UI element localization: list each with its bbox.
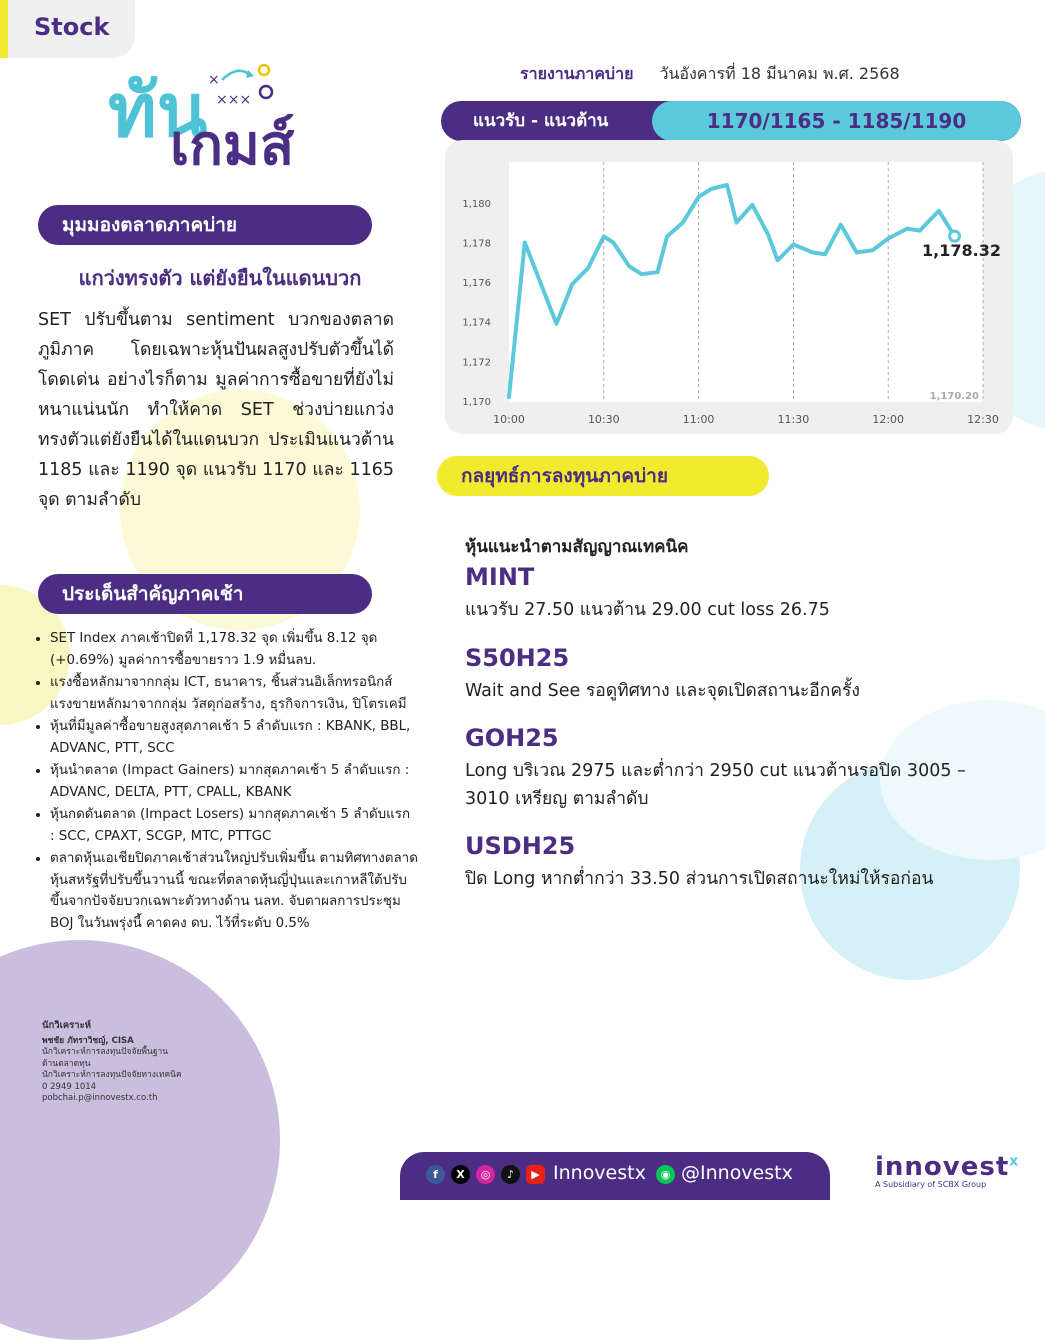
ticker-goh25: GOH25 bbox=[465, 724, 559, 752]
analyst-phone: 0 2949 1014 bbox=[42, 1081, 97, 1092]
brand-subtitle: A Subsidiary of SCBX Group bbox=[875, 1180, 987, 1189]
logo-word-2: เกมส์ bbox=[170, 113, 295, 178]
brand-superscript: x bbox=[1009, 1153, 1020, 1170]
x-tick-label: 10:00 bbox=[493, 413, 525, 426]
x-tick-label: 11:00 bbox=[682, 413, 715, 426]
x-tick-label: 10:30 bbox=[587, 413, 620, 426]
set-index-chart-panel bbox=[445, 140, 1013, 434]
play-arrow-icon bbox=[208, 62, 288, 112]
brand-logo bbox=[875, 1152, 1025, 1189]
tiktok-icon[interactable]: ♪ bbox=[501, 1165, 520, 1184]
market-view-header: มุมมองตลาดภาคบ่าย bbox=[38, 205, 372, 245]
ticker-s50h25: S50H25 bbox=[465, 644, 570, 672]
footer-handle[interactable]: Innovestx bbox=[553, 1162, 646, 1184]
analyst-name: พชชัย ภัทราวิชญ์, CISA bbox=[42, 1035, 134, 1046]
y-tick-label: 1,172 bbox=[462, 357, 491, 369]
youtube-icon[interactable]: ▶ bbox=[526, 1165, 545, 1184]
y-tick-label: 1,174 bbox=[462, 317, 491, 329]
list-item: • แรงซื้อหลักมาจากกลุ่ม ICT, ธนาคาร, ชิ้นส่วนอิเล็กทรอนิกส์ แรงขายหลักมาจากกลุ่ม วัสดุก่อสร้าง, ธุรกิจการเงิน, ปิโตรเคมี bbox=[50, 672, 418, 715]
last-value-label: 1,178.32 bbox=[922, 241, 1001, 261]
strategy-header: กลยุทธ์การลงทุนภาคบ่าย bbox=[437, 456, 769, 496]
decor-blob-purple bbox=[0, 940, 280, 1340]
footer-handle-line[interactable]: @Innovestx bbox=[681, 1162, 793, 1184]
y-tick-label: 1,170 bbox=[462, 397, 491, 408]
analyst-email[interactable]: pobchai.p@innovestx.co.th bbox=[42, 1093, 158, 1103]
footer-social-bar bbox=[400, 1152, 830, 1200]
report-header bbox=[520, 62, 900, 87]
set-index-chart bbox=[445, 140, 1013, 434]
analyst-heading: นักวิเคราะห์ bbox=[42, 1020, 91, 1031]
low-value-label: 1,170.20 bbox=[929, 391, 979, 402]
category-tag-label: Stock bbox=[34, 13, 110, 41]
analyst-role: นักวิเคราะห์การลงทุนปัจจัยพื้นฐาน bbox=[42, 1047, 169, 1057]
ticker-usdh25-note: ปิด Long หากต่ำกว่า 33.50 ส่วนการเปิดสถานะใหม่ให้รอก่อน bbox=[465, 869, 934, 889]
ticker-goh25-note: Long บริเวณ 2975 และต่ำกว่า 2950 cut แนวต้านรอปิด 3005 – 3010 เหรียญ ตามลำดับ bbox=[465, 761, 966, 809]
support-resistance-value: 1170/1165 - 1185/1190 bbox=[652, 101, 1021, 141]
plot-area bbox=[509, 162, 983, 402]
ticker-s50h25-note: Wait and See รอดูทิศทาง และจุดเปิดสถานะอีกครั้ง bbox=[465, 681, 860, 701]
market-view-subtitle: แกว่งทรงตัว แต่ยังยืนในแดนบวก bbox=[78, 266, 362, 290]
analyst-role-cont: ด้านตลาดทุน bbox=[42, 1058, 91, 1069]
svg-text:×××: ××× bbox=[216, 92, 252, 108]
x-tick-label: 12:30 bbox=[967, 413, 999, 426]
ticker-usdh25: USDH25 bbox=[465, 832, 576, 860]
brand-name: innovest$^x$ bbox=[875, 1152, 1020, 1182]
list-item: • หุ้นกดดันตลาด (Impact Losers) มากสุดภาคเช้า 5 ลำดับแรก : SCC, CPAXT, SCGP, MTC, PTTGC bbox=[50, 804, 418, 847]
report-label: รายงานภาคบ่าย bbox=[520, 64, 634, 83]
category-tag bbox=[0, 0, 135, 58]
x-tick-label: 11:30 bbox=[777, 413, 810, 426]
support-resistance-label: แนวรับ - แนวต้าน bbox=[473, 111, 609, 131]
support-resistance-bar bbox=[441, 101, 1021, 141]
logo-word-1: ทัน bbox=[108, 68, 208, 154]
last-point-marker bbox=[950, 231, 960, 241]
analyst-info bbox=[42, 1020, 242, 1105]
morning-points-list bbox=[30, 628, 418, 935]
x-tick-label: 12:00 bbox=[872, 413, 905, 426]
y-tick-label: 1,180 bbox=[462, 198, 491, 210]
list-item: • หุ้นนำตลาด (Impact Gainers) มากสุดภาคเช้า 5 ลำดับแรก : ADVANC, DELTA, PTT, CPALL, KBANK bbox=[50, 760, 418, 803]
strategy-subtitle: หุ้นแนะนำตามสัญญาณเทคนิค bbox=[465, 537, 689, 557]
morning-points-header: ประเด็นสำคัญภาคเช้า bbox=[38, 574, 372, 614]
y-tick-label: 1,176 bbox=[462, 278, 491, 290]
analyst-role-2: นักวิเคราะห์การลงทุนปัจจัยทางเทคนิค bbox=[42, 1070, 182, 1080]
report-date: วันอังคารที่ 18 มีนาคม พ.ศ. 2568 bbox=[659, 64, 900, 83]
facebook-icon[interactable]: f bbox=[426, 1165, 445, 1184]
svg-text:×: × bbox=[208, 72, 220, 88]
market-view-paragraph: SET ปรับขึ้นตาม sentiment บวกของตลาดภูมิภาค โดยเฉพาะหุ้นปันผลสูงปรับตัวขึ้นได้โดดเด่น อย่างไรก็ตาม มูลค่าการซื้อขายที่ยังไม่หนาแน่นนัก ทำให้คาด SET ช่วงบ่ายแกว่งทรงตัวแต่ยังยืนได้ในแดนบวก ประเมินแนวต้าน 1185 และ 1190 จุด แนวรับ 1170 และ 1165 จุด ตามลำดับ bbox=[38, 310, 394, 510]
instagram-icon[interactable]: ◎ bbox=[476, 1165, 495, 1184]
line-icon[interactable]: ◉ bbox=[656, 1165, 675, 1184]
ticker-mint: MINT bbox=[465, 563, 535, 591]
list-item: • ตลาดหุ้นเอเชียปิดภาคเช้าส่วนใหญ่ปรับเพิ่มขึ้น ตามทิศทางตลาดหุ้นสหรัฐที่ปรับขึ้นวานนี้ ขณะที่ตลาดหุ้นญี่ปุ่นและเกาหลีใต้ปรับขึ้นจากปัจจัยบวกเฉพาะตัวทางด้าน นลท. จับตาผลการประชุม BOJ ในวันพรุ่งนี้ คาดคง ดบ. ไว้ที่ระดับ 0.5% bbox=[50, 848, 418, 934]
x-icon[interactable]: X bbox=[451, 1165, 470, 1184]
y-tick-label: 1,178 bbox=[462, 238, 491, 250]
logo bbox=[108, 70, 308, 190]
list-item: • SET Index ภาคเช้าปิดที่ 1,178.32 จุด เพิ่มขึ้น 8.12 จุด (+0.69%) มูลค่าการซื้อขายราว 1.9 หมื่นลบ. bbox=[50, 628, 418, 671]
list-item: • หุ้นที่มีมูลค่าซื้อขายสูงสุดภาคเช้า 5 ลำดับแรก : KBANK, BBL, ADVANC, PTT, SCC bbox=[50, 716, 418, 759]
ticker-mint-note: แนวรับ 27.50 แนวต้าน 29.00 cut loss 26.75 bbox=[465, 600, 830, 620]
